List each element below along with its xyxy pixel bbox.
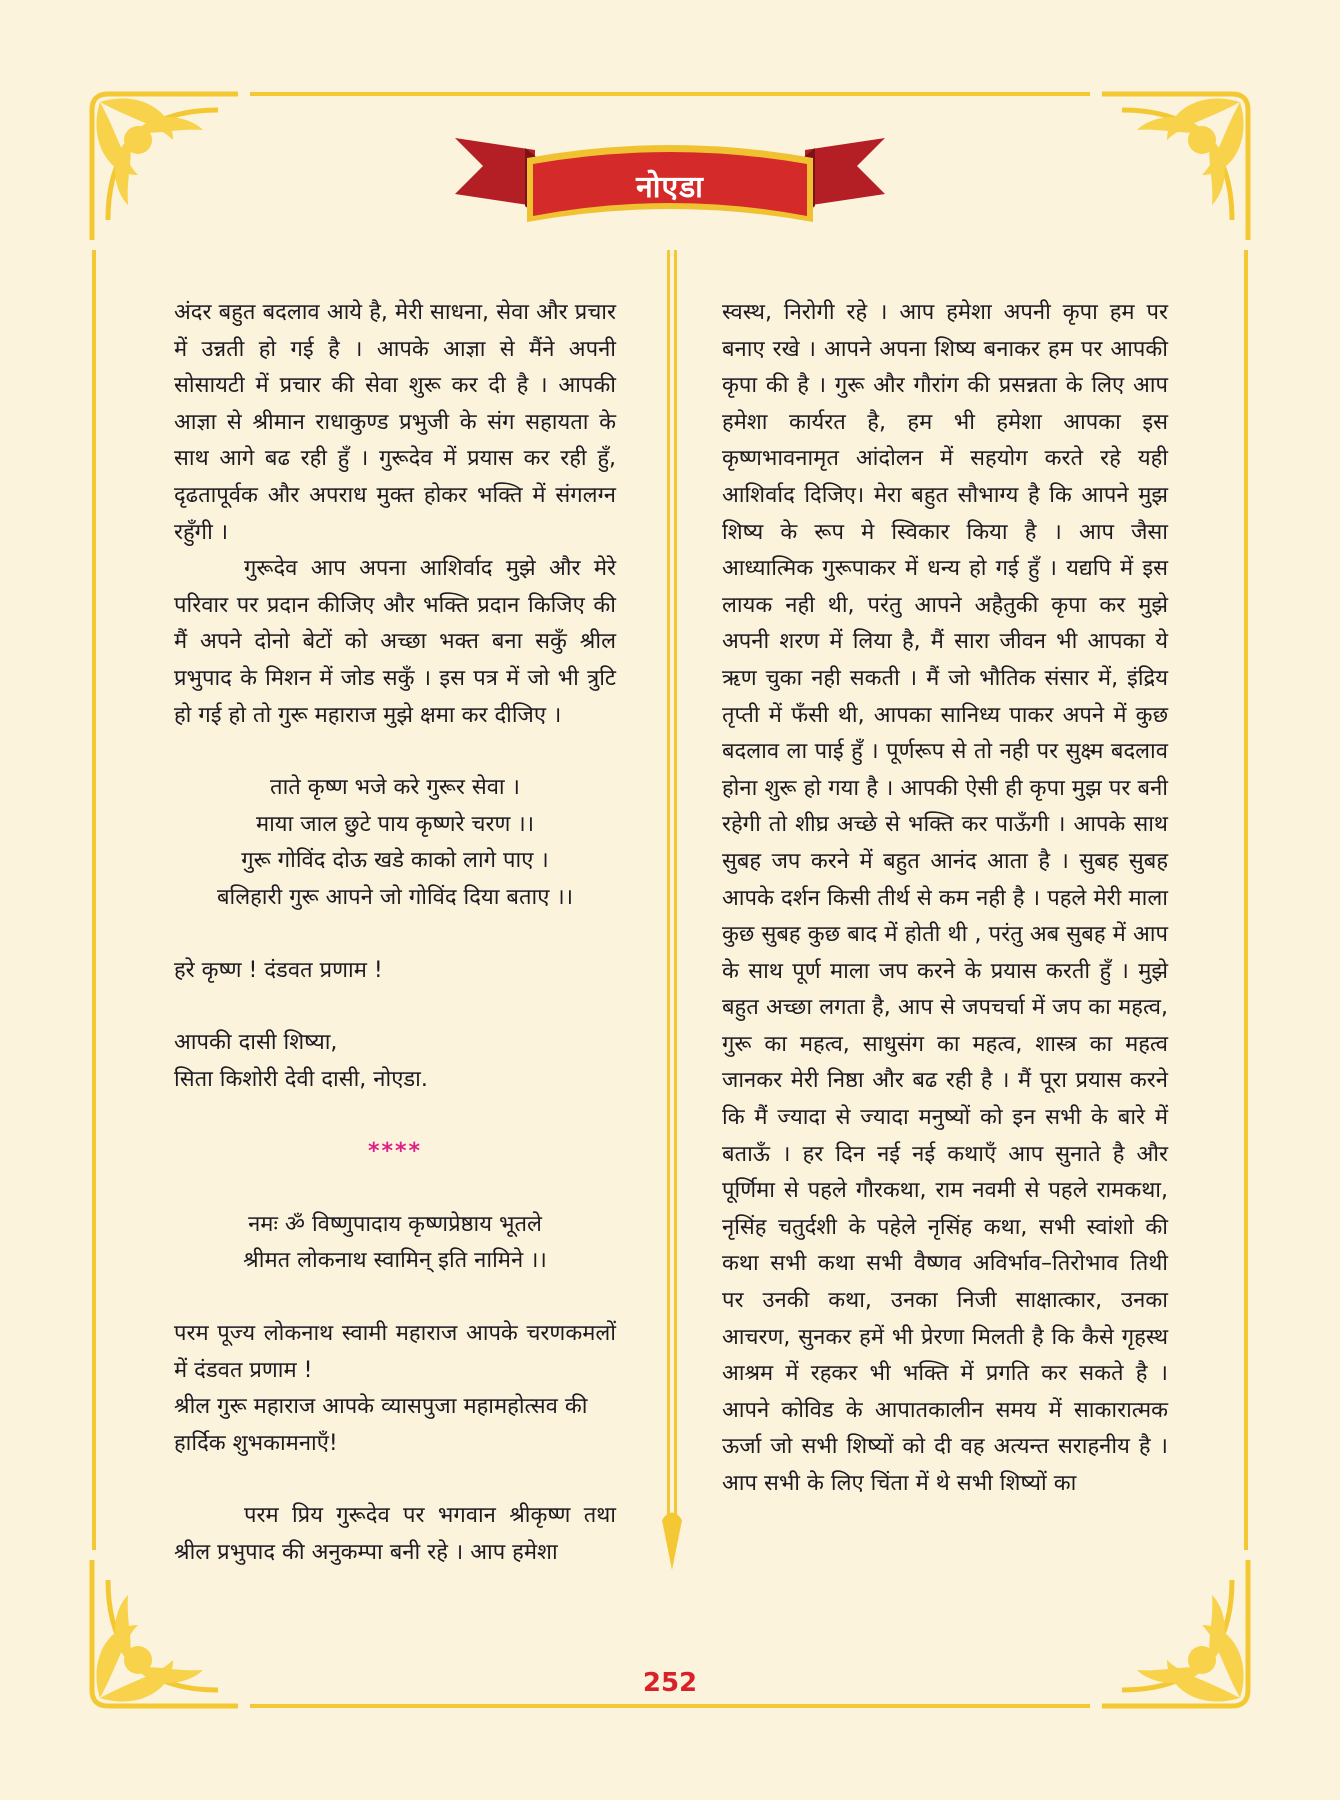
spacer	[174, 917, 616, 953]
corner-ornament-bottom-left	[78, 1550, 248, 1720]
separator-stars: ****	[367, 1139, 423, 1165]
verse-line: श्रीमत लोकनाथ स्वामिन् इति नामिने ।।	[243, 1248, 547, 1274]
verse-line: नमः ॐ विष्णुपादाय कृष्णप्रेष्ठाय भूतले	[248, 1211, 542, 1237]
column-divider	[659, 250, 685, 1590]
page-title: नोएडा	[636, 169, 704, 205]
frame-left-line	[92, 250, 96, 1550]
corner-ornament-bottom-right	[1092, 1550, 1262, 1720]
corner-ornament-top-right	[1092, 80, 1262, 250]
verse-line: माया जाल छुटे पाय कृष्णरे चरण ।।	[255, 811, 535, 837]
salutation: परम पूज्य लोकनाथ स्वामी महाराज आपके चरणकमलों में दंडवत प्रणाम !	[174, 1321, 616, 1383]
spacer	[174, 1098, 616, 1134]
page-number: 252	[642, 1668, 698, 1698]
frame-top-line	[250, 92, 1090, 96]
paragraph: स्वस्थ, निरोगी रहे । आप हमेशा अपनी कृपा हम पर बनाए रखे । आपने अपना शिष्य बनाकर हम पर आपकी कृपा की है । गुरू और गौरांग की प्रसन्नता के लिए आप हमेशा कार्यरत है, हम भी हमेशा आपका इस कृष्णभावनामृत आंदोलन में सहयोग करते रहे यही आशिर्वाद दिजिए। मेरा बहुत सौभाग्य है कि आपने मुझ शिष्य के रूप मे स्विकार किया है । आप जैसा आध्यात्मिक गुरूपाकर में धन्य हो गई हुँ । यद्यपि में इस लायक नही थी, परंतु आपने अहैतुकी कृपा कर मुझे अपनी शरण में लिया है, मैं सारा जीवन भी आपका ये ऋण चुका नही सकती । मैं जो भौतिक संसार में, इंद्रिय तृप्ती में फँसी थी, आपका सानिध्य पाकर अपने में कुछ बदलाव ला पाई हुँ । पूर्णरूप से तो नही पर सुक्ष्म बदलाव होना शुरू हो गया है । आपकी ऐसी ही कृपा मुझ पर बनी रहेगी तो शीघ्र अच्छे से भक्ति कर पाऊँगी । आपके साथ सुबह जप करने में बहुत आनंद आता है । सुबह सुबह आपके दर्शन किसी तीर्थ से कम नही है । पहले मेरी माला कुछ सुबह कुछ बाद में होती थी , परंतु अब सुबह में आप के साथ पूर्ण माला जप करने के प्रयास करती हुँ । मुझे बहुत अच्छा लगता है, आप से जपचर्चा में जप का महत्व, गुरू का महत्व, साधुसंग का महत्व, शास्त्र का महत्व जानकर मेरी निष्ठा और बढ रही है । मैं पूरा प्रयास करने कि मैं ज्यादा से ज्यादा मनुष्यों को इन सभी के बारे में बताऊँ । हर दिन नई नई कथाएँ आप सुनाते है और पूर्णिमा से पहले गौरकथा, राम नवमी से पहले रामकथा, नृसिंह चतुर्दशी के पहेले नृसिंह कथा, सभी स्वांशो की कथा सभी कथा सभी वैष्णव अविर्भाव–तिरोभाव तिथी पर उनकी कथा, उनका निजी साक्षात्कार, उनका आचरण, सुनकर हमें भी प्रेरणा मिलती है कि कैसे गृहस्थ आश्रम में रहकर भी भक्ति में प्रगति कर सकते है । आपने कोविड के आपातकालीन समय में साकारात्मक ऊर्जा जो सभी शिष्यों को दी वह अत्यन्त सराहनीय है । आप सभी के लिए चिंता में थे सभी शिष्यों का	[722, 300, 1168, 1496]
left-column	[174, 295, 616, 1572]
verse-line: ताते कृष्ण भजे करे गुरूर सेवा ।	[270, 775, 520, 801]
spacer	[174, 1280, 616, 1316]
spacer	[174, 989, 616, 1025]
frame-bottom-line	[250, 1704, 1090, 1708]
wishes: श्रील गुरू महाराज आपके व्यासपुजा महामहोत्सव की हार्दिक शुभकामनाएँ!	[174, 1394, 588, 1456]
paragraph: परम प्रिय गुरूदेव पर भगवान श्रीकृष्ण तथा श्रील प्रभुपाद की अनुकम्पा बनी रहे । आप हमेशा	[174, 1503, 616, 1566]
signoff: आपकी दासी शिष्या,	[174, 1030, 338, 1056]
corner-ornament-top-left	[78, 80, 248, 250]
signature: सिता किशोरी देवी दासी, नोएडा.	[174, 1066, 428, 1092]
header-ribbon	[455, 128, 885, 238]
paragraph: गुरूदेव आप अपना आशिर्वाद मुझे और मेरे परिवार पर प्रदान कीजिए और भक्ति प्रदान किजिए की मैं अपने दोनो बेटों को अच्छा भक्त बना सकुँ श्रील प्रभुपाद के मिशन में जोड सकुँ । इस पत्र में जो भी त्रुटि हो गई हो तो गुरू महाराज मुझे क्षमा कर दीजिए ।	[174, 556, 616, 728]
spacer	[174, 1171, 616, 1207]
frame-right-line	[1244, 250, 1248, 1550]
verse-line: गुरू गोविंद दोऊ खडे काको लागे पाए ।	[241, 848, 549, 874]
verse-line: बलिहारी गुरू आपने जो गोविंद दिया बताए ।।	[216, 884, 574, 910]
paragraph: अंदर बहुत बदलाव आये है, मेरी साधना, सेवा और प्रचार में उन्नती हो गई है । आपके आज्ञा से मैंने अपनी सोसायटी में प्रचार की सेवा शुरू कर दी है । आपकी आज्ञा से श्रीमान राधाकुण्ड प्रभुजी के संग सहायता के साथ आगे बढ रही हुँ । गुरूदेव में प्रयास कर रही हुँ, दृढतापूर्वक और अपराध मुक्त होकर भक्ति में संगलग्न रहुँगी ।	[174, 300, 616, 545]
spacer	[174, 734, 616, 770]
greeting: हरे कृष्ण ! दंडवत प्रणाम !	[174, 957, 383, 983]
right-column	[722, 295, 1168, 1503]
spacer	[174, 1462, 616, 1498]
